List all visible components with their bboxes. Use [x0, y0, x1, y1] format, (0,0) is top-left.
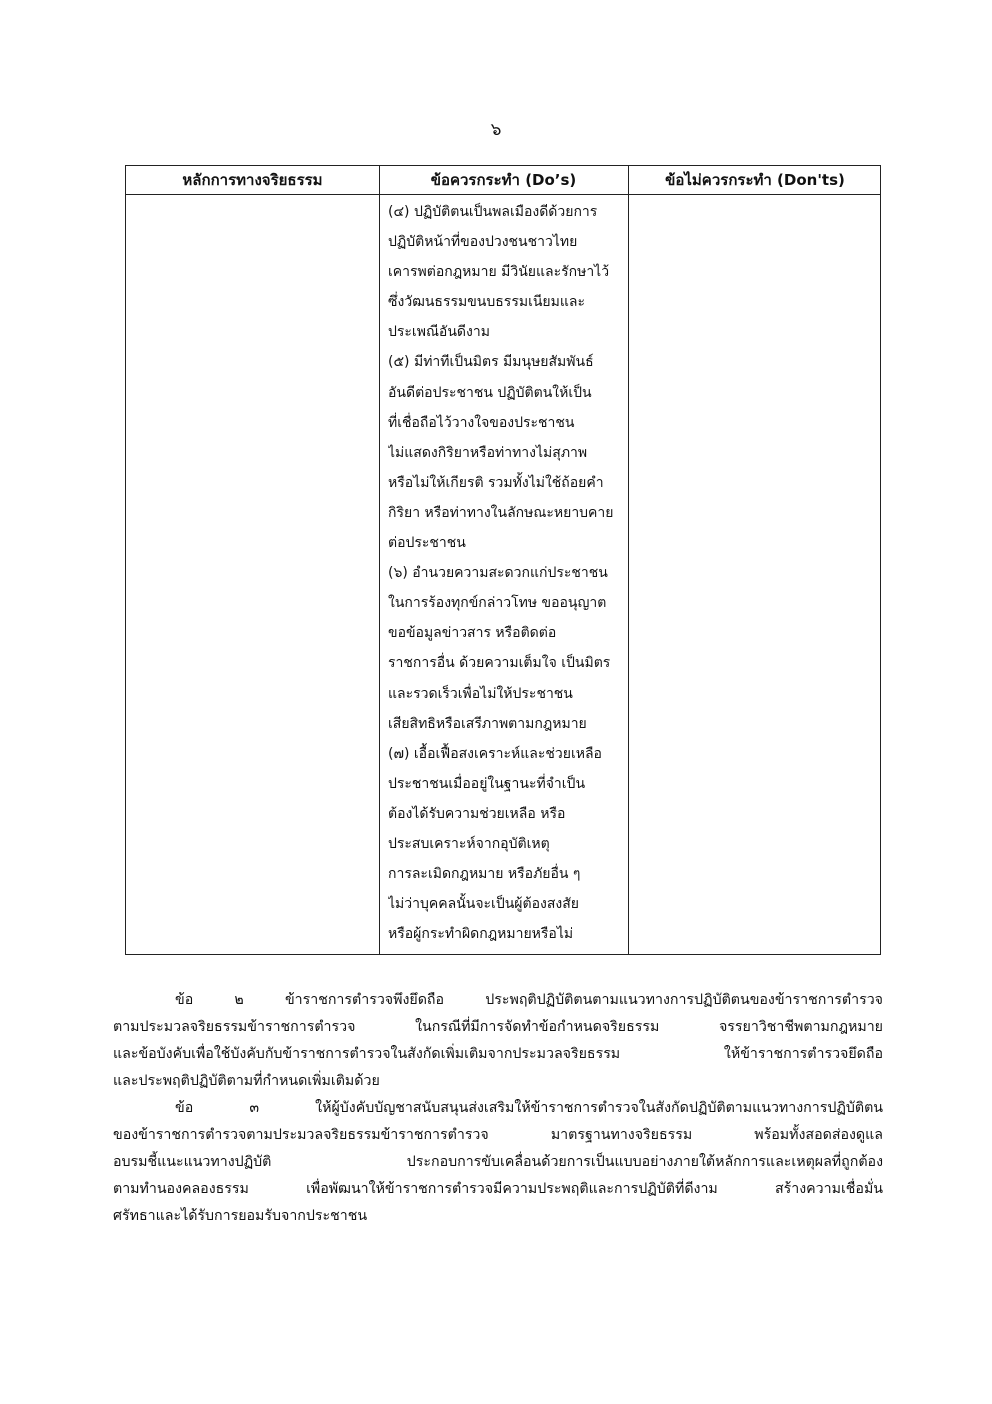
dos-line: (๗) เอื้อเฟื้อสงเคราะห์และช่วยเหลือ — [388, 745, 602, 762]
dos-line: (๕) มีท่าทีเป็นมิตร มีมนุษยสัมพันธ์ — [388, 354, 594, 371]
dos-line: ที่เชื่อถือไว้วางใจของประชาชน — [388, 414, 575, 431]
column-divider — [628, 166, 629, 954]
paragraph-line: ตามประมวลจริยธรรมข้าราชการตำรวจ ในกรณีที่มีการจัดทำข้อกำหนดจริยธรรม จรรยาวิชาชีพตามกฎหมาย — [113, 1019, 883, 1035]
dos-line: ประสบเคราะห์จากอุบัติเหตุ — [388, 835, 550, 852]
paragraph-line: ของข้าราชการตำรวจตามประมวลจริยธรรมข้าราชการตำรวจ มาตรฐานทางจริยธรรม พร้อมทั้งสอดส่องดูแล — [113, 1127, 883, 1143]
paragraph-line: ศรัทธาและได้รับการยอมรับจากประชาชน — [113, 1208, 368, 1224]
header-ethics-principle: หลักการทางจริยธรรม — [182, 171, 323, 189]
dos-line: ไม่ว่าบุคคลนั้นจะเป็นผู้ต้องสงสัย — [388, 896, 579, 913]
paragraph-line: อบรมชี้แนะแนวทางปฏิบัติ ประกอบการขับเคลื่อนด้วยการเป็นแบบอย่างภายใต้หลักการและเหตุผลที่ถูกต้อง — [113, 1154, 883, 1170]
dos-line: ราชการอื่น ด้วยความเต็มใจ เป็นมิตร — [388, 655, 611, 672]
dos-line: เสียสิทธิหรือเสรีภาพตามกฎหมาย — [388, 715, 587, 732]
paragraph-line: และประพฤติปฏิบัติตามที่กำหนดเพิ่มเติมด้วย — [113, 1073, 380, 1089]
dos-line: ซึ่งวัฒนธรรมขนบธรรมเนียมและ — [388, 294, 585, 311]
dos-line: (๔) ปฏิบัติตนเป็นพลเมืองดีด้วยการ — [388, 204, 598, 220]
page-number: ๖ — [490, 120, 502, 140]
clause-paragraph — [113, 987, 883, 1095]
clause-paragraph — [113, 1095, 883, 1230]
dos-line: หรือไม่ให้เกียรติ รวมทั้งไม่ใช้ถ้อยคำ — [388, 474, 604, 491]
dos-cell — [388, 197, 624, 949]
dos-line: ขอข้อมูลข่าวสาร หรือติดต่อ — [388, 625, 557, 642]
dos-line: ไม่แสดงกิริยาหรือท่าทางไม่สุภาพ — [388, 444, 588, 461]
header-divider — [126, 194, 880, 195]
paragraph-line: ตามทำนองคลองธรรม เพื่อพัฒนาให้ข้าราชการตำรวจมีความประพฤติและการปฏิบัติที่ดีงาม สร้างความเชื่อมั่น — [113, 1181, 883, 1197]
body-text — [113, 987, 883, 1230]
dos-line: กิริยา หรือท่าทางในลักษณะหยาบคาย — [388, 504, 614, 521]
dos-line: ต่อประชาชน — [388, 535, 466, 552]
dos-line: ประชาชนเมื่ออยู่ในฐานะที่จำเป็น — [388, 775, 586, 792]
dos-line: อันดีต่อประชาชน ปฏิบัติตนให้เป็น — [388, 384, 592, 401]
dos-line: และรวดเร็วเพื่อไม่ให้ประชาชน — [388, 685, 573, 702]
dos-line: ในการร้องทุกข์กล่าวโทษ ขออนุญาต — [388, 595, 607, 612]
paragraph-line: ข้อ ๒ ข้าราชการตำรวจพึงยึดถือ ประพฤติปฏิบัติตนตามแนวทางการปฏิบัติตนของข้าราชการตำรวจ — [175, 992, 883, 1008]
header-dos: ข้อควรกระทำ (Do’s) — [430, 171, 577, 189]
paragraph-line: และข้อบังคับเพื่อใช้บังคับกับข้าราชการตำรวจในสังกัดเพิ่มเติมจากประมวลจริยธรรม ให้ข้าราชการตำรวจยึดถือ — [113, 1046, 883, 1062]
header-donts: ข้อไม่ควรกระทำ (Don'ts) — [665, 171, 845, 189]
dos-line: ประเพณีอันดีงาม — [388, 324, 490, 341]
dos-line: หรือผู้กระทำผิดกฎหมายหรือไม่ — [388, 926, 574, 943]
dos-line: เคารพต่อกฎหมาย มีวินัยและรักษาไว้ — [388, 264, 610, 281]
dos-line: ปฏิบัติหน้าที่ของปวงชนชาวไทย — [388, 234, 578, 251]
paragraph-line: ข้อ ๓ ให้ผู้บังคับบัญชาสนับสนุนส่งเสริมให้ข้าราชการตำรวจในสังกัดปฏิบัติตามแนวทางการปฏิบัติตน — [175, 1100, 883, 1116]
dos-line: การละเมิดกฎหมาย หรือภัยอื่น ๆ — [388, 866, 581, 883]
dos-line: (๖) อำนวยความสะดวกแก่ประชาชน — [388, 565, 608, 582]
column-divider — [379, 166, 380, 954]
ethics-table — [125, 165, 881, 955]
dos-line: ต้องได้รับความช่วยเหลือ หรือ — [388, 805, 566, 822]
